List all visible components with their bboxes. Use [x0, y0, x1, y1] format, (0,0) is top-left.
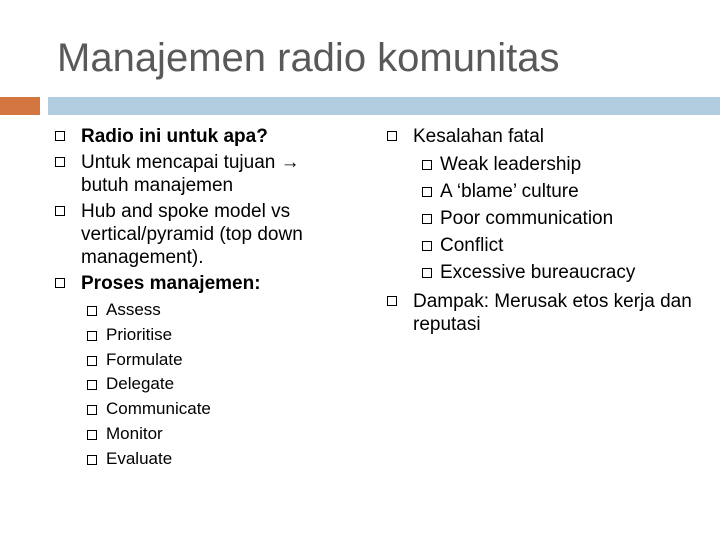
sublist-item: [384, 151, 704, 178]
square-bullet-icon: [87, 331, 97, 341]
square-bullet-icon: [422, 241, 432, 251]
square-bullet-icon: [87, 455, 97, 465]
list-item-text: Untuk mencapai tujuan → butuh manajemen: [81, 152, 300, 196]
sublist-item: [52, 348, 352, 373]
sublist-item-text: Formulate: [106, 349, 183, 369]
list-item-text: Kesalahan fatal: [413, 126, 544, 147]
sublist-item: [52, 323, 352, 348]
list-item: [52, 272, 352, 295]
list-item: [384, 125, 704, 148]
right-column: [384, 125, 704, 339]
sublist-item-text: Weak leadership: [440, 154, 582, 175]
sublist-item: [384, 178, 704, 205]
sublist-item-text: Excessive bureaucracy: [440, 262, 636, 283]
sublist-item: [384, 205, 704, 232]
accent-bar-orange: [0, 97, 40, 115]
square-bullet-icon: [387, 131, 397, 141]
list-item-text: Dampak: Merusak etos kerja dan reputasi: [413, 291, 692, 335]
list-item: [52, 200, 352, 269]
sublist: [52, 298, 352, 472]
sublist-item-text: Monitor: [106, 423, 163, 443]
sublist-item-text: Delegate: [106, 374, 175, 394]
sublist-item: [52, 372, 352, 397]
sublist-item: [52, 397, 352, 422]
square-bullet-icon: [55, 131, 65, 141]
square-bullet-icon: [55, 157, 65, 167]
square-bullet-icon: [422, 160, 432, 170]
sublist-item-text: Communicate: [106, 399, 211, 419]
sublist-item: [52, 422, 352, 447]
square-bullet-icon: [87, 405, 97, 415]
square-bullet-icon: [87, 430, 97, 440]
sublist-item-text: Conflict: [440, 235, 504, 256]
sublist-item-text: Prioritise: [106, 324, 173, 344]
sublist-item-text: A ‘blame’ culture: [440, 181, 579, 202]
list-item-text: Radio ini untuk apa?: [81, 126, 268, 147]
square-bullet-icon: [87, 356, 97, 366]
list-item-text: Hub and spoke model vs vertical/pyramid (top down management).: [81, 201, 303, 268]
sublist-item-text: Poor communication: [440, 208, 614, 229]
sublist-item: [384, 232, 704, 259]
list-item-text: Proses manajemen:: [81, 273, 261, 294]
sublist-item-text: Assess: [106, 300, 161, 319]
square-bullet-icon: [422, 214, 432, 224]
slide-title: Manajemen radio komunitas: [57, 36, 560, 80]
square-bullet-icon: [422, 268, 432, 278]
sublist: [384, 151, 704, 286]
square-bullet-icon: [387, 296, 397, 306]
list-item: [384, 290, 704, 336]
sublist-item-text: Evaluate: [106, 448, 173, 468]
sublist-item: [384, 259, 704, 286]
sublist-item: [52, 447, 352, 472]
sublist-item: [52, 298, 352, 323]
accent-bar-blue: [48, 97, 720, 115]
list-item: [52, 151, 352, 197]
square-bullet-icon: [87, 380, 97, 390]
square-bullet-icon: [422, 187, 432, 197]
square-bullet-icon: [55, 206, 65, 216]
list-item: [52, 125, 352, 148]
square-bullet-icon: [87, 306, 97, 316]
left-column: [52, 125, 352, 472]
square-bullet-icon: [55, 278, 65, 288]
